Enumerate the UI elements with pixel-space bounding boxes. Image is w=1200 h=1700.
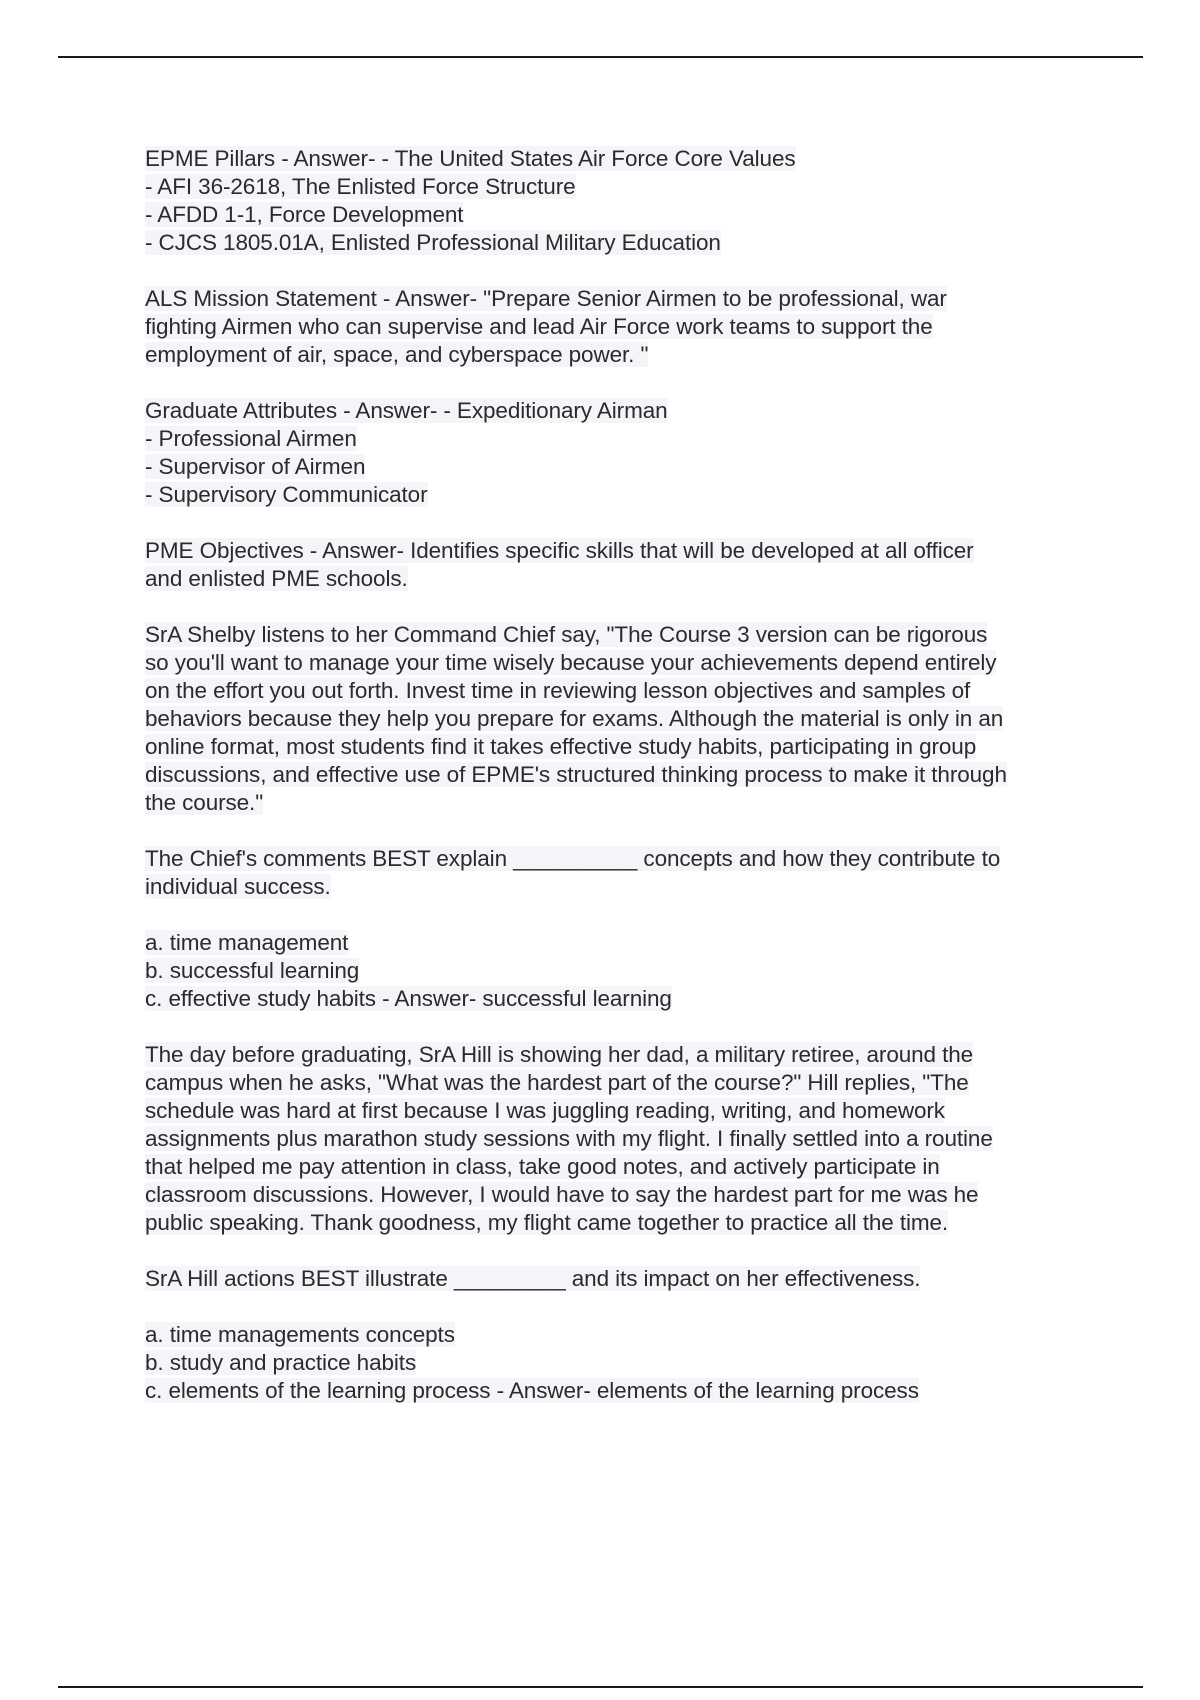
- hill-scenario-block: [145, 1041, 1105, 1237]
- text-line: EPME Pillars - Answer- - The United States Air Force Core Values: [145, 146, 796, 171]
- text-line: classroom discussions. However, I would have to say the hardest part for me was he: [145, 1182, 979, 1207]
- text-line: b. study and practice habits: [145, 1350, 417, 1375]
- pme-objectives-block: [145, 537, 1105, 593]
- text-line: schedule was hard at first because I was juggling reading, writing, and homework: [145, 1098, 945, 1123]
- text-line: c. elements of the learning process - Answer- elements of the learning process: [145, 1378, 919, 1403]
- header-rule: [58, 56, 1143, 58]
- text-line: Graduate Attributes - Answer- - Expeditionary Airman: [145, 398, 668, 423]
- text-line: SrA Shelby listens to her Command Chief say, "The Course 3 version can be rigorous: [145, 622, 988, 647]
- text-line: online format, most students find it takes effective study habits, participating in group: [145, 734, 977, 759]
- text-line: c. effective study habits - Answer- successful learning: [145, 986, 672, 1011]
- text-line: employment of air, space, and cyberspace power. ": [145, 342, 649, 367]
- text-line: assignments plus marathon study sessions with my flight. I finally settled into a routine: [145, 1126, 993, 1151]
- text-line: b. successful learning: [145, 958, 360, 983]
- text-line: - AFDD 1-1, Force Development: [145, 202, 464, 227]
- text-line: fighting Airmen who can supervise and lead Air Force work teams to support the: [145, 314, 933, 339]
- text-line: ALS Mission Statement - Answer- "Prepare Senior Airmen to be professional, war: [145, 286, 947, 311]
- text-line: public speaking. Thank goodness, my flight came together to practice all the time.: [145, 1210, 949, 1235]
- text-line: a. time managements concepts: [145, 1322, 455, 1347]
- footer-rule: [58, 1686, 1143, 1688]
- text-line: discussions, and effective use of EPME's structured thinking process to make it through: [145, 762, 1007, 787]
- hill-options-block: [145, 1321, 1105, 1405]
- shelby-question-block: [145, 845, 1105, 901]
- text-line: - Supervisor of Airmen: [145, 454, 366, 479]
- text-line: that helped me pay attention in class, take good notes, and actively participate in: [145, 1154, 940, 1179]
- epme-pillars-block: [145, 145, 1105, 257]
- text-line: - Supervisory Communicator: [145, 482, 428, 507]
- text-line: and enlisted PME schools.: [145, 566, 408, 591]
- text-line: campus when he asks, "What was the hardest part of the course?" Hill replies, "The: [145, 1070, 969, 1095]
- shelby-scenario-block: [145, 621, 1105, 817]
- text-line: the course.": [145, 790, 264, 815]
- text-line: The Chief's comments BEST explain __________ concepts and how they contribute to: [145, 846, 1001, 871]
- document-body: [145, 145, 1105, 1433]
- text-line: behaviors because they help you prepare for exams. Although the material is only in an: [145, 706, 1004, 731]
- text-line: on the effort you out forth. Invest time in reviewing lesson objectives and samples of: [145, 678, 971, 703]
- text-line: SrA Hill actions BEST illustrate _________ and its impact on her effectiveness.: [145, 1266, 921, 1291]
- text-line: PME Objectives - Answer- Identifies specific skills that will be developed at all officer: [145, 538, 974, 563]
- als-mission-block: [145, 285, 1105, 369]
- text-line: - Professional Airmen: [145, 426, 357, 451]
- shelby-options-block: [145, 929, 1105, 1013]
- hill-question-block: [145, 1265, 1105, 1293]
- graduate-attributes-block: [145, 397, 1105, 509]
- text-line: The day before graduating, SrA Hill is showing her dad, a military retiree, around the: [145, 1042, 974, 1067]
- text-line: so you'll want to manage your time wisely because your achievements depend entirely: [145, 650, 997, 675]
- text-line: a. time management: [145, 930, 349, 955]
- text-line: - CJCS 1805.01A, Enlisted Professional Military Education: [145, 230, 721, 255]
- text-line: - AFI 36-2618, The Enlisted Force Structure: [145, 174, 576, 199]
- text-line: individual success.: [145, 874, 331, 899]
